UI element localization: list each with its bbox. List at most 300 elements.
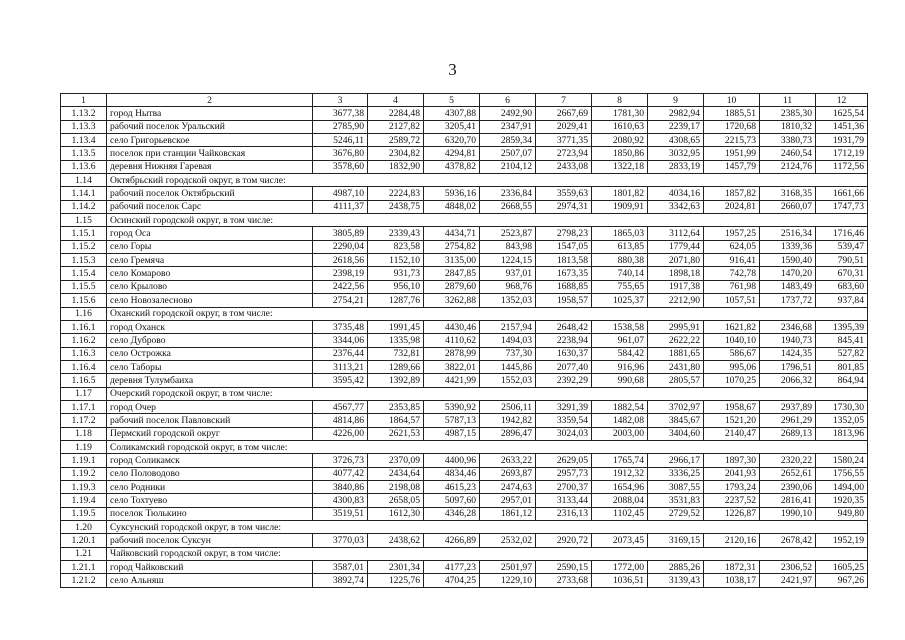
value-cell: 1897,30 <box>704 454 760 467</box>
value-cell: 2438,75 <box>368 200 424 213</box>
value-cell: 4430,46 <box>424 320 480 333</box>
row-code: 1.16.3 <box>61 347 107 360</box>
row-code: 1.15.3 <box>61 254 107 267</box>
value-cell: 3024,03 <box>536 427 592 440</box>
value-cell: 4378,82 <box>424 160 480 173</box>
value-cell: 3531,83 <box>648 494 704 507</box>
group-header-row <box>61 387 868 400</box>
value-cell: 864,94 <box>816 374 868 387</box>
value-cell: 2937,89 <box>760 400 816 413</box>
value-cell: 3032,95 <box>648 147 704 160</box>
value-cell: 1942,82 <box>480 414 536 427</box>
value-cell: 1547,05 <box>536 240 592 253</box>
value-cell: 2982,94 <box>648 107 704 120</box>
group-title: Осинский городской округ, в том числе: <box>107 214 868 227</box>
value-cell: 1951,99 <box>704 147 760 160</box>
value-cell: 3578,60 <box>313 160 368 173</box>
value-cell: 3113,21 <box>313 360 368 373</box>
group-header-row <box>61 521 868 534</box>
settlement-name: село Комарово <box>107 267 313 280</box>
value-cell: 683,60 <box>816 280 868 293</box>
settlement-name: село Гремяча <box>107 254 313 267</box>
value-cell: 2506,11 <box>480 400 536 413</box>
value-cell: 2124,76 <box>760 160 816 173</box>
value-cell: 1605,25 <box>816 561 868 574</box>
value-cell: 1850,86 <box>592 147 648 160</box>
value-cell: 2024,81 <box>704 200 760 213</box>
settlement-name: рабочий поселок Уральский <box>107 120 313 133</box>
column-number: 1 <box>61 94 107 107</box>
value-cell: 2433,08 <box>536 160 592 173</box>
row-code: 1.16.5 <box>61 374 107 387</box>
value-cell: 3840,86 <box>313 480 368 493</box>
value-cell: 3135,00 <box>424 254 480 267</box>
settlement-name: город Соликамск <box>107 454 313 467</box>
value-cell: 2157,94 <box>480 320 536 333</box>
value-cell: 2474,63 <box>480 480 536 493</box>
value-cell: 5246,11 <box>313 134 368 147</box>
value-cell: 2833,19 <box>648 160 704 173</box>
value-cell: 1552,03 <box>480 374 536 387</box>
value-cell: 2966,17 <box>648 454 704 467</box>
value-cell: 2066,32 <box>760 374 816 387</box>
table-row <box>61 347 868 360</box>
row-code: 1.15.5 <box>61 280 107 293</box>
table-row <box>61 107 868 120</box>
group-title: Чайковский городской округ, в том числе: <box>107 547 868 560</box>
value-cell: 1630,37 <box>536 347 592 360</box>
value-cell: 1621,82 <box>704 320 760 333</box>
value-cell: 4308,65 <box>648 134 704 147</box>
value-cell: 1885,51 <box>704 107 760 120</box>
table-row <box>61 360 868 373</box>
value-cell: 4300,83 <box>313 494 368 507</box>
value-cell: 1470,20 <box>760 267 816 280</box>
value-cell: 1610,63 <box>592 120 648 133</box>
settlement-name: город Оханск <box>107 320 313 333</box>
value-cell: 1580,24 <box>816 454 868 467</box>
value-cell: 5390,92 <box>424 400 480 413</box>
group-header-row <box>61 214 868 227</box>
value-cell: 2431,80 <box>648 360 704 373</box>
value-cell: 1654,96 <box>592 480 648 493</box>
value-cell: 1352,05 <box>816 414 868 427</box>
row-code: 1.15.4 <box>61 267 107 280</box>
value-cell: 2700,37 <box>536 480 592 493</box>
value-cell: 2029,41 <box>536 120 592 133</box>
value-cell: 1612,30 <box>368 507 424 520</box>
value-cell: 2290,04 <box>313 240 368 253</box>
page-number: 3 <box>448 60 457 79</box>
table-header <box>61 94 868 107</box>
group-header-row <box>61 307 868 320</box>
column-number: 2 <box>107 94 313 107</box>
value-cell: 2224,83 <box>368 187 424 200</box>
row-code: 1.19.4 <box>61 494 107 507</box>
value-cell: 916,96 <box>592 360 648 373</box>
value-cell: 931,73 <box>368 267 424 280</box>
table-row <box>61 494 868 507</box>
value-cell: 3822,01 <box>424 360 480 373</box>
column-number: 4 <box>368 94 424 107</box>
value-cell: 2785,90 <box>313 120 368 133</box>
value-cell: 2316,13 <box>536 507 592 520</box>
value-cell: 2370,09 <box>368 454 424 467</box>
data-table <box>60 93 868 588</box>
value-cell: 1861,12 <box>480 507 536 520</box>
row-code: 1.19 <box>61 440 107 453</box>
value-cell: 613,85 <box>592 240 648 253</box>
settlement-name: село Альняш <box>107 574 313 587</box>
value-cell: 2501,97 <box>480 561 536 574</box>
value-cell: 2392,29 <box>536 374 592 387</box>
value-cell: 2215,73 <box>704 134 760 147</box>
value-cell: 2658,05 <box>368 494 424 507</box>
table-row <box>61 507 868 520</box>
value-cell: 801,85 <box>816 360 868 373</box>
table-row <box>61 414 868 427</box>
row-code: 1.19.3 <box>61 480 107 493</box>
value-cell: 5097,60 <box>424 494 480 507</box>
settlement-name: село Тохтуево <box>107 494 313 507</box>
value-cell: 2974,31 <box>536 200 592 213</box>
value-cell: 3702,97 <box>648 400 704 413</box>
value-cell: 4111,37 <box>313 200 368 213</box>
value-cell: 2492,90 <box>480 107 536 120</box>
table-row <box>61 574 868 587</box>
table-row <box>61 134 868 147</box>
row-code: 1.20 <box>61 521 107 534</box>
value-cell: 2376,44 <box>313 347 368 360</box>
value-cell: 1813,96 <box>816 427 868 440</box>
settlement-name: деревня Тулумбаиха <box>107 374 313 387</box>
value-cell: 1036,51 <box>592 574 648 587</box>
value-cell: 1832,90 <box>368 160 424 173</box>
settlement-name: рабочий поселок Октябрьский <box>107 187 313 200</box>
row-code: 1.13.5 <box>61 147 107 160</box>
settlement-name: город Оса <box>107 227 313 240</box>
value-cell: 2304,82 <box>368 147 424 160</box>
group-title: Октябрьский городской округ, в том числе: <box>107 174 868 187</box>
table-row <box>61 280 868 293</box>
value-cell: 2003,00 <box>592 427 648 440</box>
settlement-name: село Крылово <box>107 280 313 293</box>
settlement-name: поселок Тюлькино <box>107 507 313 520</box>
settlement-name: село Новозалесново <box>107 294 313 307</box>
settlement-name: село Григорьевское <box>107 134 313 147</box>
value-cell: 1457,79 <box>704 160 760 173</box>
value-cell: 1451,36 <box>816 120 868 133</box>
value-cell: 1931,79 <box>816 134 868 147</box>
value-cell: 1912,32 <box>592 467 648 480</box>
value-cell: 2652,61 <box>760 467 816 480</box>
value-cell: 1957,25 <box>704 227 760 240</box>
value-cell: 1920,35 <box>816 494 868 507</box>
value-cell: 3805,89 <box>313 227 368 240</box>
settlement-name: село Родники <box>107 480 313 493</box>
value-cell: 949,80 <box>816 507 868 520</box>
value-cell: 2689,13 <box>760 427 816 440</box>
value-cell: 2336,84 <box>480 187 536 200</box>
value-cell: 1226,87 <box>704 507 760 520</box>
settlement-name: город Нытва <box>107 107 313 120</box>
column-number: 11 <box>760 94 816 107</box>
value-cell: 4177,23 <box>424 561 480 574</box>
value-cell: 3892,74 <box>313 574 368 587</box>
value-cell: 2460,54 <box>760 147 816 160</box>
value-cell: 2284,48 <box>368 107 424 120</box>
value-cell: 1720,68 <box>704 120 760 133</box>
value-cell: 968,76 <box>480 280 536 293</box>
value-cell: 3595,42 <box>313 374 368 387</box>
value-cell: 3676,80 <box>313 147 368 160</box>
value-cell: 732,81 <box>368 347 424 360</box>
settlement-name: село Таборы <box>107 360 313 373</box>
value-cell: 2532,02 <box>480 534 536 547</box>
value-cell: 2879,60 <box>424 280 480 293</box>
value-cell: 2805,57 <box>648 374 704 387</box>
settlement-name: рабочий поселок Сарс <box>107 200 313 213</box>
value-cell: 1152,10 <box>368 254 424 267</box>
row-code: 1.13.3 <box>61 120 107 133</box>
value-cell: 2667,69 <box>536 107 592 120</box>
value-cell: 1872,31 <box>704 561 760 574</box>
value-cell: 3404,60 <box>648 427 704 440</box>
value-cell: 2421,97 <box>760 574 816 587</box>
value-cell: 1716,46 <box>816 227 868 240</box>
value-cell: 2622,22 <box>648 334 704 347</box>
row-code: 1.14.2 <box>61 200 107 213</box>
table-row <box>61 427 868 440</box>
value-cell: 761,98 <box>704 280 760 293</box>
table-row <box>61 147 868 160</box>
value-cell: 2385,30 <box>760 107 816 120</box>
value-cell: 2995,91 <box>648 320 704 333</box>
value-cell: 2629,05 <box>536 454 592 467</box>
value-cell: 4346,28 <box>424 507 480 520</box>
value-cell: 2847,85 <box>424 267 480 280</box>
value-cell: 3344,06 <box>313 334 368 347</box>
value-cell: 2816,41 <box>760 494 816 507</box>
column-number: 6 <box>480 94 536 107</box>
value-cell: 1737,72 <box>760 294 816 307</box>
group-title: Суксунский городской округ, в том числе: <box>107 521 868 534</box>
value-cell: 1756,55 <box>816 467 868 480</box>
value-cell: 2306,52 <box>760 561 816 574</box>
table-row <box>61 187 868 200</box>
value-cell: 4567,77 <box>313 400 368 413</box>
value-cell: 4400,96 <box>424 454 480 467</box>
value-cell: 2198,08 <box>368 480 424 493</box>
row-code: 1.21.2 <box>61 574 107 587</box>
row-code: 1.13.6 <box>61 160 107 173</box>
table-row <box>61 400 868 413</box>
column-number: 7 <box>536 94 592 107</box>
value-cell: 2621,53 <box>368 427 424 440</box>
table-row <box>61 561 868 574</box>
row-code: 1.15.6 <box>61 294 107 307</box>
value-cell: 1857,82 <box>704 187 760 200</box>
settlement-name: село Дуброво <box>107 334 313 347</box>
value-cell: 880,38 <box>592 254 648 267</box>
value-cell: 1625,54 <box>816 107 868 120</box>
group-title: Соликамский городской округ, в том числе: <box>107 440 868 453</box>
settlement-name: село Острожка <box>107 347 313 360</box>
table-row <box>61 254 868 267</box>
value-cell: 2723,94 <box>536 147 592 160</box>
value-cell: 1864,57 <box>368 414 424 427</box>
value-cell: 2693,87 <box>480 467 536 480</box>
table-body <box>61 107 868 587</box>
value-cell: 1395,39 <box>816 320 868 333</box>
value-cell: 937,84 <box>816 294 868 307</box>
settlement-name: рабочий поселок Суксун <box>107 534 313 547</box>
value-cell: 2438,62 <box>368 534 424 547</box>
value-cell: 2088,04 <box>592 494 648 507</box>
table-row <box>61 267 868 280</box>
value-cell: 1392,89 <box>368 374 424 387</box>
value-cell: 4307,88 <box>424 107 480 120</box>
value-cell: 2660,07 <box>760 200 816 213</box>
value-cell: 4834,46 <box>424 467 480 480</box>
row-code: 1.18 <box>61 427 107 440</box>
value-cell: 2648,42 <box>536 320 592 333</box>
row-code: 1.19.2 <box>61 467 107 480</box>
value-cell: 2896,47 <box>480 427 536 440</box>
value-cell: 1688,85 <box>536 280 592 293</box>
value-cell: 4077,42 <box>313 467 368 480</box>
row-code: 1.15.1 <box>61 227 107 240</box>
row-code: 1.16 <box>61 307 107 320</box>
value-cell: 1881,65 <box>648 347 704 360</box>
value-cell: 2957,01 <box>480 494 536 507</box>
row-code: 1.14.1 <box>61 187 107 200</box>
value-cell: 1779,44 <box>648 240 704 253</box>
value-cell: 3771,35 <box>536 134 592 147</box>
value-cell: 624,05 <box>704 240 760 253</box>
value-cell: 1661,66 <box>816 187 868 200</box>
value-cell: 4266,89 <box>424 534 480 547</box>
column-number: 12 <box>816 94 868 107</box>
value-cell: 584,42 <box>592 347 648 360</box>
value-cell: 3133,44 <box>536 494 592 507</box>
value-cell: 1494,00 <box>816 480 868 493</box>
value-cell: 755,65 <box>592 280 648 293</box>
value-cell: 4814,86 <box>313 414 368 427</box>
value-cell: 1801,82 <box>592 187 648 200</box>
row-code: 1.19.5 <box>61 507 107 520</box>
value-cell: 4294,81 <box>424 147 480 160</box>
value-cell: 3169,15 <box>648 534 704 547</box>
value-cell: 2668,55 <box>480 200 536 213</box>
value-cell: 916,41 <box>704 254 760 267</box>
value-cell: 2859,34 <box>480 134 536 147</box>
value-cell: 1747,73 <box>816 200 868 213</box>
row-code: 1.15.2 <box>61 240 107 253</box>
row-code: 1.17 <box>61 387 107 400</box>
value-cell: 995,06 <box>704 360 760 373</box>
row-code: 1.13.4 <box>61 134 107 147</box>
group-header-row <box>61 547 868 560</box>
value-cell: 3291,39 <box>536 400 592 413</box>
value-cell: 2077,40 <box>536 360 592 373</box>
value-cell: 1991,45 <box>368 320 424 333</box>
value-cell: 937,01 <box>480 267 536 280</box>
value-cell: 3735,48 <box>313 320 368 333</box>
table-row <box>61 467 868 480</box>
value-cell: 2507,07 <box>480 147 536 160</box>
value-cell: 1772,00 <box>592 561 648 574</box>
value-cell: 2140,47 <box>704 427 760 440</box>
settlement-name: село Половодово <box>107 467 313 480</box>
settlement-name: рабочий поселок Павловский <box>107 414 313 427</box>
value-cell: 1796,51 <box>760 360 816 373</box>
value-cell: 2590,15 <box>536 561 592 574</box>
value-cell: 2885,26 <box>648 561 704 574</box>
value-cell: 1673,35 <box>536 267 592 280</box>
row-code: 1.16.1 <box>61 320 107 333</box>
row-code: 1.15 <box>61 214 107 227</box>
table-row <box>61 534 868 547</box>
settlement-name: поселок при станции Чайковская <box>107 147 313 160</box>
value-cell: 967,26 <box>816 574 868 587</box>
value-cell: 3380,73 <box>760 134 816 147</box>
value-cell: 5787,13 <box>424 414 480 427</box>
table-row <box>61 334 868 347</box>
value-cell: 2320,22 <box>760 454 816 467</box>
value-cell: 3205,41 <box>424 120 480 133</box>
value-cell: 2589,72 <box>368 134 424 147</box>
value-cell: 2104,12 <box>480 160 536 173</box>
value-cell: 2353,85 <box>368 400 424 413</box>
value-cell: 4110,62 <box>424 334 480 347</box>
value-cell: 2678,42 <box>760 534 816 547</box>
value-cell: 3770,03 <box>313 534 368 547</box>
settlement-name: село Горы <box>107 240 313 253</box>
table-row <box>61 320 868 333</box>
settlement-name: Пермский городской округ <box>107 427 313 440</box>
table-row <box>61 227 868 240</box>
value-cell: 2523,87 <box>480 227 536 240</box>
value-cell: 1952,19 <box>816 534 868 547</box>
value-cell: 2120,16 <box>704 534 760 547</box>
value-cell: 843,98 <box>480 240 536 253</box>
value-cell: 2212,90 <box>648 294 704 307</box>
value-cell: 1289,66 <box>368 360 424 373</box>
value-cell: 1730,30 <box>816 400 868 413</box>
value-cell: 3342,63 <box>648 200 704 213</box>
value-cell: 1990,10 <box>760 507 816 520</box>
value-cell: 3112,64 <box>648 227 704 240</box>
row-code: 1.13.2 <box>61 107 107 120</box>
value-cell: 1102,45 <box>592 507 648 520</box>
value-cell: 2237,52 <box>704 494 760 507</box>
table-row <box>61 480 868 493</box>
value-cell: 3359,54 <box>536 414 592 427</box>
value-cell: 1070,25 <box>704 374 760 387</box>
group-title: Очерский городской округ, в том числе: <box>107 387 868 400</box>
value-cell: 1445,86 <box>480 360 536 373</box>
row-code: 1.21 <box>61 547 107 560</box>
row-code: 1.21.1 <box>61 561 107 574</box>
row-code: 1.14 <box>61 174 107 187</box>
group-header-row <box>61 174 868 187</box>
column-number: 10 <box>704 94 760 107</box>
table-row <box>61 160 868 173</box>
row-code: 1.16.2 <box>61 334 107 347</box>
value-cell: 586,67 <box>704 347 760 360</box>
value-cell: 2339,43 <box>368 227 424 240</box>
